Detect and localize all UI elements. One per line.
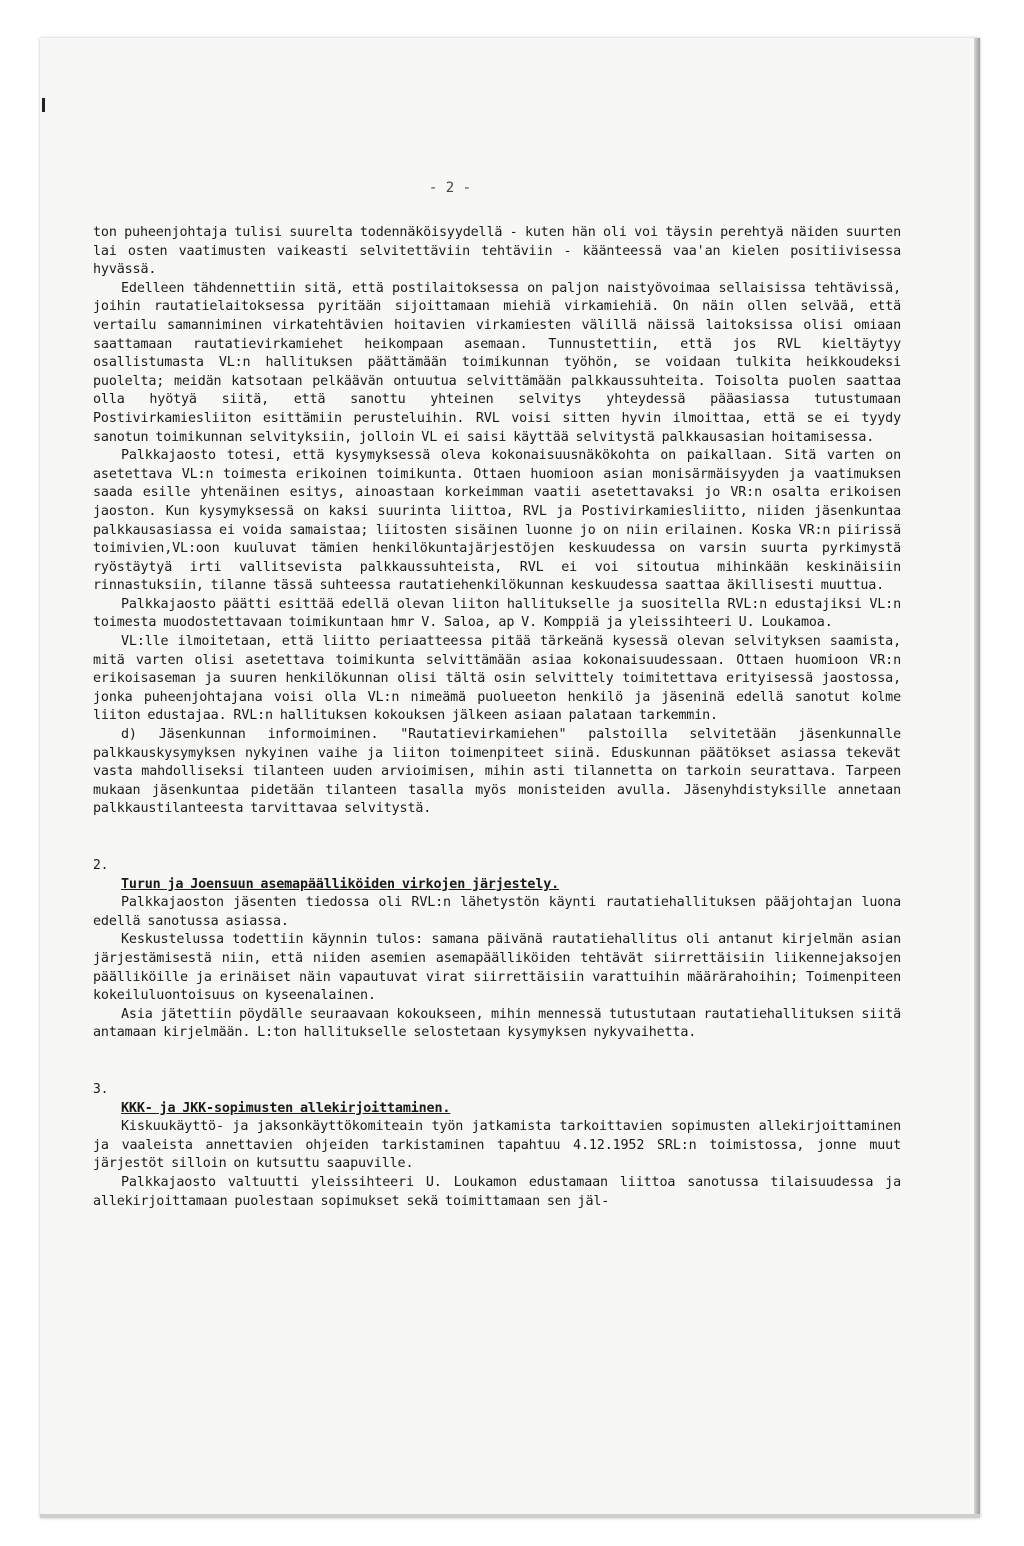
section-heading: Turun ja Joensuun asemapäälliköiden virkojen järjestely. xyxy=(121,876,560,892)
spacer xyxy=(93,819,901,857)
paragraph: Palkkajaoston jäsenten tiedossa oli RVL:n lähetystön käynti rautatiehallituksen pääjohtajan luona edellä sanotussa asiassa. xyxy=(93,895,901,929)
spacer xyxy=(93,1043,901,1081)
paragraph: Palkkajaosto totesi, että kysymyksessä oleva kokonaisuusnäkökohta on paikallaan. Sitä varten on asetettava VL:n toimesta erikoinen toimikunta. Ottaen huomioon asian monisärmäisyyden ja vaatimuksen saada esille yhtenäinen esitys, ainoastaan korkeimman vaatii asetettavaksi jo VR:n osalta erikoisen jaoston. Kun kysymyksessä on kaksi suurinta liittoa, RVL ja Postivirkamiesliitto, niiden jäsenkuntaa palkkausasiassa ei voida samaistaa; liitosten sisäinen luonne jo on niin erilainen. Koska VR:n piirissä toimivien,VL:oon kuuluvat tämien henkilökuntajärjestöjen keskuudessa on varsin suurta pyrkimystä ryöstäytyä irti vallitsevista palkkaussuhteista, RVL ei voi sitoutua mihinkään keskinäisiin rinnastuksiin, tilanne tässä suhteessa rautatiehenkilökunnan keskuudessa saattaa äkillisesti muuttua. xyxy=(93,448,901,594)
page-edge-shadow xyxy=(974,38,980,1518)
paragraph: VL:lle ilmoitetaan, että liitto periaatteessa pitää tärkeänä kysessä olevan selvityksen saamista, mitä varten olisi asetettava toimikunta selvittämään asiaa kokonaisuudessaan. Ottaen huomioon VR:n erikoisaseman ja suuren henkilökunnan olisi tältä osin selvittely toimitettava erityisessä jaostossa, jonka puheenjohtajana voisi olla VL:n nimeämä puolueeton henkilö ja jäseninä edellä sanotut kolme liiton edustajaa. RVL:n hallituksen kokouksen jälkeen asiaan palataan tarkemmin. xyxy=(93,634,901,724)
paragraph: ton puheenjohtaja tulisi suurelta todennäköisyydellä - kuten hän oli voi täysin perehtyä näiden suurten lai osten vaatimusten vaikeasti selvitettäviin tehtäviin - käänteessä vaa'an kielen positiivisessa hyvässä. xyxy=(93,225,901,278)
paragraph: d) Jäsenkunnan informoiminen. "Rautatievirkamiehen" palstoilla selvitetään jäsenkunnalle palkkauskysymyksen nykyinen vaihe ja liiton toimenpiteet siinä. Eduskunnan päätökset asiassa tekevät vasta mahdolliseksi tilanteen uuden arvioimisen, mihin asti tilannetta on tarkoin seurattava. Tarpeen mukaan jäsenkuntaa pidetään tilanteen tasalla myös monisteiden avulla. Jäsenyhdistyksille annetaan palkkaustilanteesta tarvittavaa selvitystä. xyxy=(93,727,901,817)
paragraph: Kiskuukäyttö- ja jaksonkäyttökomiteain työn jatkamista tarkoittavien sopimusten allekirjoittaminen ja vaaleista annettavien ohjeiden tarkistaminen tapahtuu 4.12.1952 SRL:n toimistossa, jonne muut järjestöt silloin on kutsuttu saapuville. xyxy=(93,1119,901,1172)
page-edge-bottom xyxy=(40,1514,980,1518)
paragraph: Keskustelussa todettiin käynnin tulos: samana päivänä rautatiehallitus oli antanut kirjelmän asian järjestämisestä niin, että niiden asemien asemapäälliköiden tehtävät siirrettäisiin liikennejaksojen päälliköille ja erinäiset näin vapautuvat virat siirrettäisiin varattuihin määrärahoihin; Toimenpiteen kokeiluluontoisuus on kyseenalainen. xyxy=(93,932,901,1004)
margin-mark xyxy=(42,98,45,112)
paragraph: Palkkajaosto valtuutti yleissihteeri U. Loukamon edustamaan liittoa sanotussa tilaisuudessa ja allekirjoittamaan puolestaan sopimukset sekä toimittamaan sen jäl- xyxy=(93,1174,901,1209)
section-number: 3. xyxy=(93,1081,109,1097)
paragraph: Edelleen tähdennettiin sitä, että postilaitoksessa on paljon naistyövoimaa sellaisissa tehtävissä, joihin rautatielaitoksessa pyritään sijoittamaan miehiä virkamiehiä. On näin ollen selvää, että vertailu samanniminen virkatehtävien hoitavien virkamiesten välillä näissä laitoksissa olisi omiaan saattamaan rautatievirkamiehet heikompaan asemaan. Tunnustettiin, että jos RVL kieltäytyy osallistumasta VL:n hallituksen päättämään toimikunnan työhön, se voidaan tulkita heikkoudeksi puolelta; meidän katsotaan pelkäävän ontuutua selvittämään palkkaussuhteita. Toisolta puolen saattaa olla hyötyä siitä, että sanottu yhteinen selvitys yhteydessä pääasiassa tutustumaan Postivirkamiesliiton esittämiin perusteluihin. RVL voisi sitten hyvin ilmoittaa, että se ei tyydy sanotun toimikunnan selvityksiin, jolloin VL ei saisi käyttää selvitystä palkkausasian hoitamisessa. xyxy=(93,280,901,445)
document-page xyxy=(40,38,980,1518)
section-number: 2. xyxy=(93,858,109,873)
document-body xyxy=(93,224,901,1211)
section-heading: KKK- ja JKK-sopimusten allekirjoittaminen. xyxy=(121,1100,451,1116)
paragraph: Palkkajaosto päätti esittää edellä olevan liiton hallitukselle ja suositella RVL:n edustajiksi VL:n toimesta muodostettavaan toimikuntaan hmr V. Saloa, ap V. Komppiä ja yleissihteeri U. Loukamoa. xyxy=(93,596,901,631)
page-number: - 2 - xyxy=(428,180,472,196)
paragraph: Asia jätettiin pöydälle seuraavaan kokoukseen, mihin mennessä tutustutaan rautatiehallituksen siitä antamaan kirjelmään. L:ton hallitukselle selostetaan kysymyksen nykyvaihetta. xyxy=(93,1006,901,1041)
